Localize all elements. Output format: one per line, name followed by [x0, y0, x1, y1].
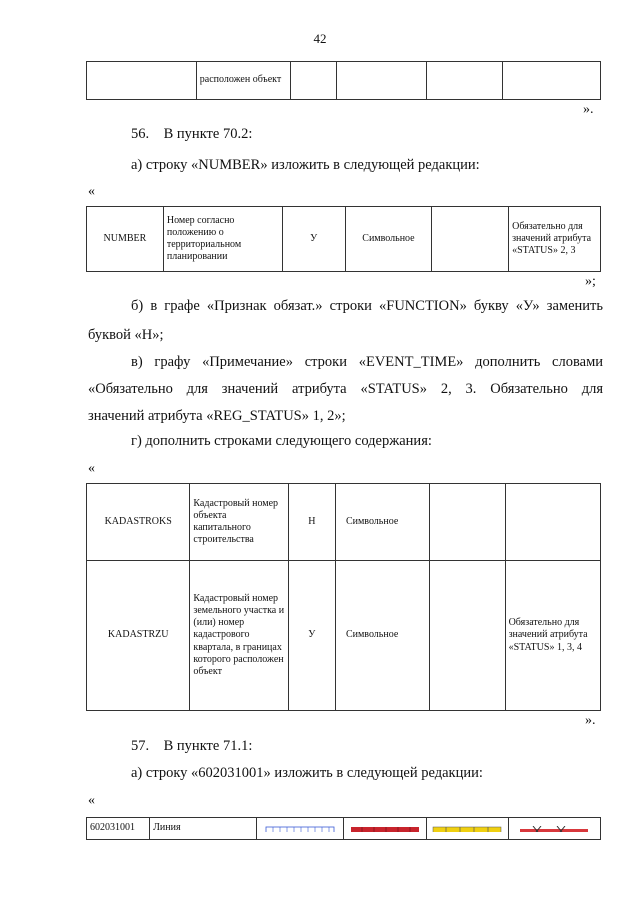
table-cell-type: Символьное: [335, 484, 429, 561]
paragraph-56v-line3: значений атрибута «REG_STATUS» 1, 2»;: [88, 408, 346, 424]
closing-quote: »;: [585, 274, 596, 289]
table-cell-note: Обязательно для значений атрибута «STATUS» 1, 3, 4: [505, 561, 600, 711]
paragraph-56: 56. В пункте 70.2:: [131, 126, 253, 142]
table-cell: [291, 62, 337, 100]
paragraph-56v-line1: в) графу «Примечание» строки «EVENT_TIME» дополнить словами: [131, 354, 603, 370]
table-cell: [427, 62, 503, 100]
paragraph-56b-line2: буквой «Н»;: [88, 327, 164, 343]
closing-quote: ».: [583, 102, 594, 117]
paragraph-57: 57. В пункте 71.1:: [131, 738, 253, 754]
table-cell-type: Символьное: [335, 561, 429, 711]
table-cell: расположен объект: [196, 62, 290, 100]
table-number-row: [86, 206, 601, 272]
table-cell: [430, 484, 505, 561]
table-cell: [502, 62, 600, 100]
table-cell: [337, 62, 427, 100]
table-cell-name: Кадастровый номер объекта капитального строительства: [190, 484, 288, 561]
table-cell-name: Номер согласно положению о территориальном планировании: [163, 207, 282, 272]
table-cell-flag: Н: [288, 484, 335, 561]
closing-quote: ».: [585, 713, 596, 728]
paragraph-56a: а) строку «NUMBER» изложить в следующей редакции:: [131, 157, 480, 173]
table-continuation: [86, 61, 601, 100]
table-cell-type: Символьное: [345, 207, 432, 272]
opening-quote: «: [88, 184, 95, 199]
yellow-segmented-line-icon: [432, 826, 502, 832]
paragraph-56b-line1: б) в графе «Признак обязат.» строки «FUNCTION» букву «У» заменить: [131, 298, 603, 314]
paragraph-56v-line2: «Обязательно для значений атрибута «STATUS» 2, 3. Обязательно для: [88, 381, 603, 397]
table-cell-name: Кадастровый номер земельного участка и (или) номер кадастрового квартала, в границах которого расположен объект: [190, 561, 288, 711]
paragraph-57a: а) строку «602031001» изложить в следующей редакции:: [131, 765, 483, 781]
table-cell-code: KADASTRZU: [87, 561, 190, 711]
red-segmented-line-icon: [350, 826, 420, 832]
table-line-symbol: [86, 817, 601, 840]
table-cell: [87, 62, 197, 100]
line-swatch-blue: [257, 818, 344, 840]
table-cell-name: Линия: [150, 818, 257, 840]
opening-quote: «: [88, 793, 95, 808]
table-cell-code: 602031001: [87, 818, 150, 840]
table-cell: [430, 561, 505, 711]
table-cell-flag: У: [282, 207, 345, 272]
table-cell-note: Обязательно для значений атрибута «STATUS» 2, 3: [509, 207, 601, 272]
table-cell-note: [505, 484, 600, 561]
table-cell-code: NUMBER: [87, 207, 164, 272]
blue-dashed-line-icon: [265, 826, 335, 832]
page-number: 42: [313, 31, 327, 46]
line-swatch-red-crossed: [508, 818, 600, 840]
table-cell-flag: У: [288, 561, 335, 711]
red-crossed-line-icon: [519, 826, 589, 832]
opening-quote: «: [88, 461, 95, 476]
line-swatch-red: [344, 818, 426, 840]
table-cell: [432, 207, 509, 272]
line-swatch-yellow: [426, 818, 508, 840]
table-new-rows: [86, 483, 601, 711]
table-cell-code: KADASTROKS: [87, 484, 190, 561]
paragraph-56g: г) дополнить строками следующего содержания:: [131, 433, 432, 449]
